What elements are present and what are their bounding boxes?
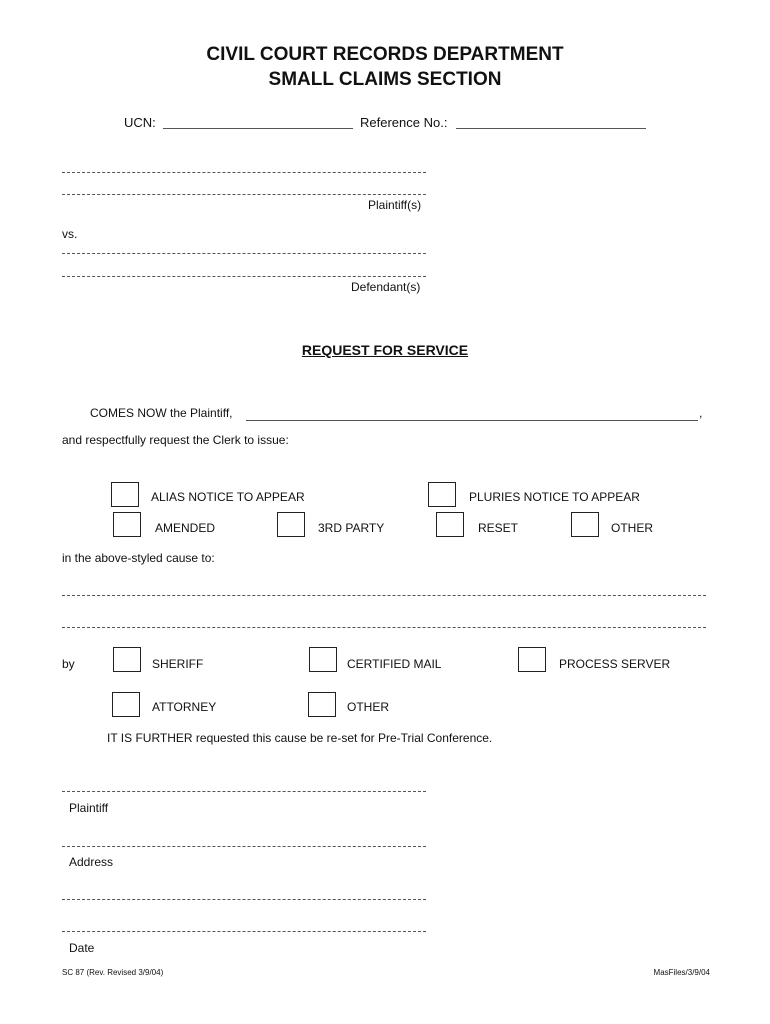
plaintiff-label: Plaintiff(s) bbox=[368, 198, 422, 212]
further-request-text: IT IS FURTHER requested this cause be re-set for Pre-Trial Conference. bbox=[107, 731, 493, 745]
request-text: and respectfully request the Clerk to issue: bbox=[62, 433, 289, 447]
process-server-label: PROCESS SERVER bbox=[559, 657, 671, 671]
cause-line-1[interactable] bbox=[62, 595, 706, 596]
third-party-label: 3RD PARTY bbox=[318, 521, 385, 535]
file-reference: MasFiles/3/9/04 bbox=[653, 968, 710, 977]
certified-mail-checkbox[interactable] bbox=[309, 647, 337, 672]
sheriff-checkbox[interactable] bbox=[113, 647, 141, 672]
defendant-line-1[interactable] bbox=[62, 253, 426, 254]
reset-checkbox[interactable] bbox=[436, 512, 464, 537]
attorney-checkbox[interactable] bbox=[112, 692, 140, 717]
alias-checkbox[interactable] bbox=[111, 482, 139, 507]
process-server-checkbox[interactable] bbox=[518, 647, 546, 672]
address-line[interactable] bbox=[62, 846, 426, 847]
alias-label: ALIAS NOTICE TO APPEAR bbox=[151, 490, 305, 504]
address-line-2[interactable] bbox=[62, 899, 426, 900]
form-title: REQUEST FOR SERVICE bbox=[301, 342, 469, 358]
defendant-line-2[interactable] bbox=[62, 276, 426, 277]
section-title: SMALL CLAIMS SECTION bbox=[268, 69, 502, 90]
reference-label: Reference No.: bbox=[360, 115, 448, 130]
sheriff-label: SHERIFF bbox=[152, 657, 204, 671]
defendant-label: Defendant(s) bbox=[351, 280, 421, 294]
comes-now-comma: , bbox=[699, 406, 703, 420]
other-issue-label: OTHER bbox=[611, 521, 653, 535]
date-label: Date bbox=[69, 941, 95, 955]
plaintiff-line-2[interactable] bbox=[62, 194, 426, 195]
by-label: by bbox=[62, 657, 75, 671]
certified-mail-label: CERTIFIED MAIL bbox=[347, 657, 442, 671]
other-service-checkbox[interactable] bbox=[308, 692, 336, 717]
vs-label: vs. bbox=[62, 227, 78, 241]
plaintiff-signature-line[interactable] bbox=[62, 791, 426, 792]
other-service-label: OTHER bbox=[347, 700, 389, 714]
ucn-label: UCN: bbox=[124, 115, 156, 130]
third-party-checkbox[interactable] bbox=[277, 512, 305, 537]
ucn-field[interactable] bbox=[163, 128, 353, 129]
signature-plaintiff-label: Plaintiff bbox=[69, 801, 109, 815]
cause-text: in the above-styled cause to: bbox=[62, 551, 215, 565]
cause-line-2[interactable] bbox=[62, 627, 706, 628]
reset-label: RESET bbox=[478, 521, 519, 535]
form-number: SC 87 (Rev. Revised 3/9/04) bbox=[62, 968, 164, 977]
comes-now-text: COMES NOW the Plaintiff, bbox=[90, 406, 233, 420]
attorney-label: ATTORNEY bbox=[152, 700, 217, 714]
reference-field[interactable] bbox=[456, 128, 646, 129]
department-title: CIVIL COURT RECORDS DEPARTMENT bbox=[206, 44, 564, 65]
date-line[interactable] bbox=[62, 931, 426, 932]
pluries-label: PLURIES NOTICE TO APPEAR bbox=[469, 490, 640, 504]
address-label: Address bbox=[69, 855, 114, 869]
plaintiff-line-1[interactable] bbox=[62, 172, 426, 173]
amended-label: AMENDED bbox=[155, 521, 216, 535]
pluries-checkbox[interactable] bbox=[428, 482, 456, 507]
other-issue-checkbox[interactable] bbox=[571, 512, 599, 537]
amended-checkbox[interactable] bbox=[113, 512, 141, 537]
plaintiff-name-field[interactable] bbox=[246, 420, 698, 421]
